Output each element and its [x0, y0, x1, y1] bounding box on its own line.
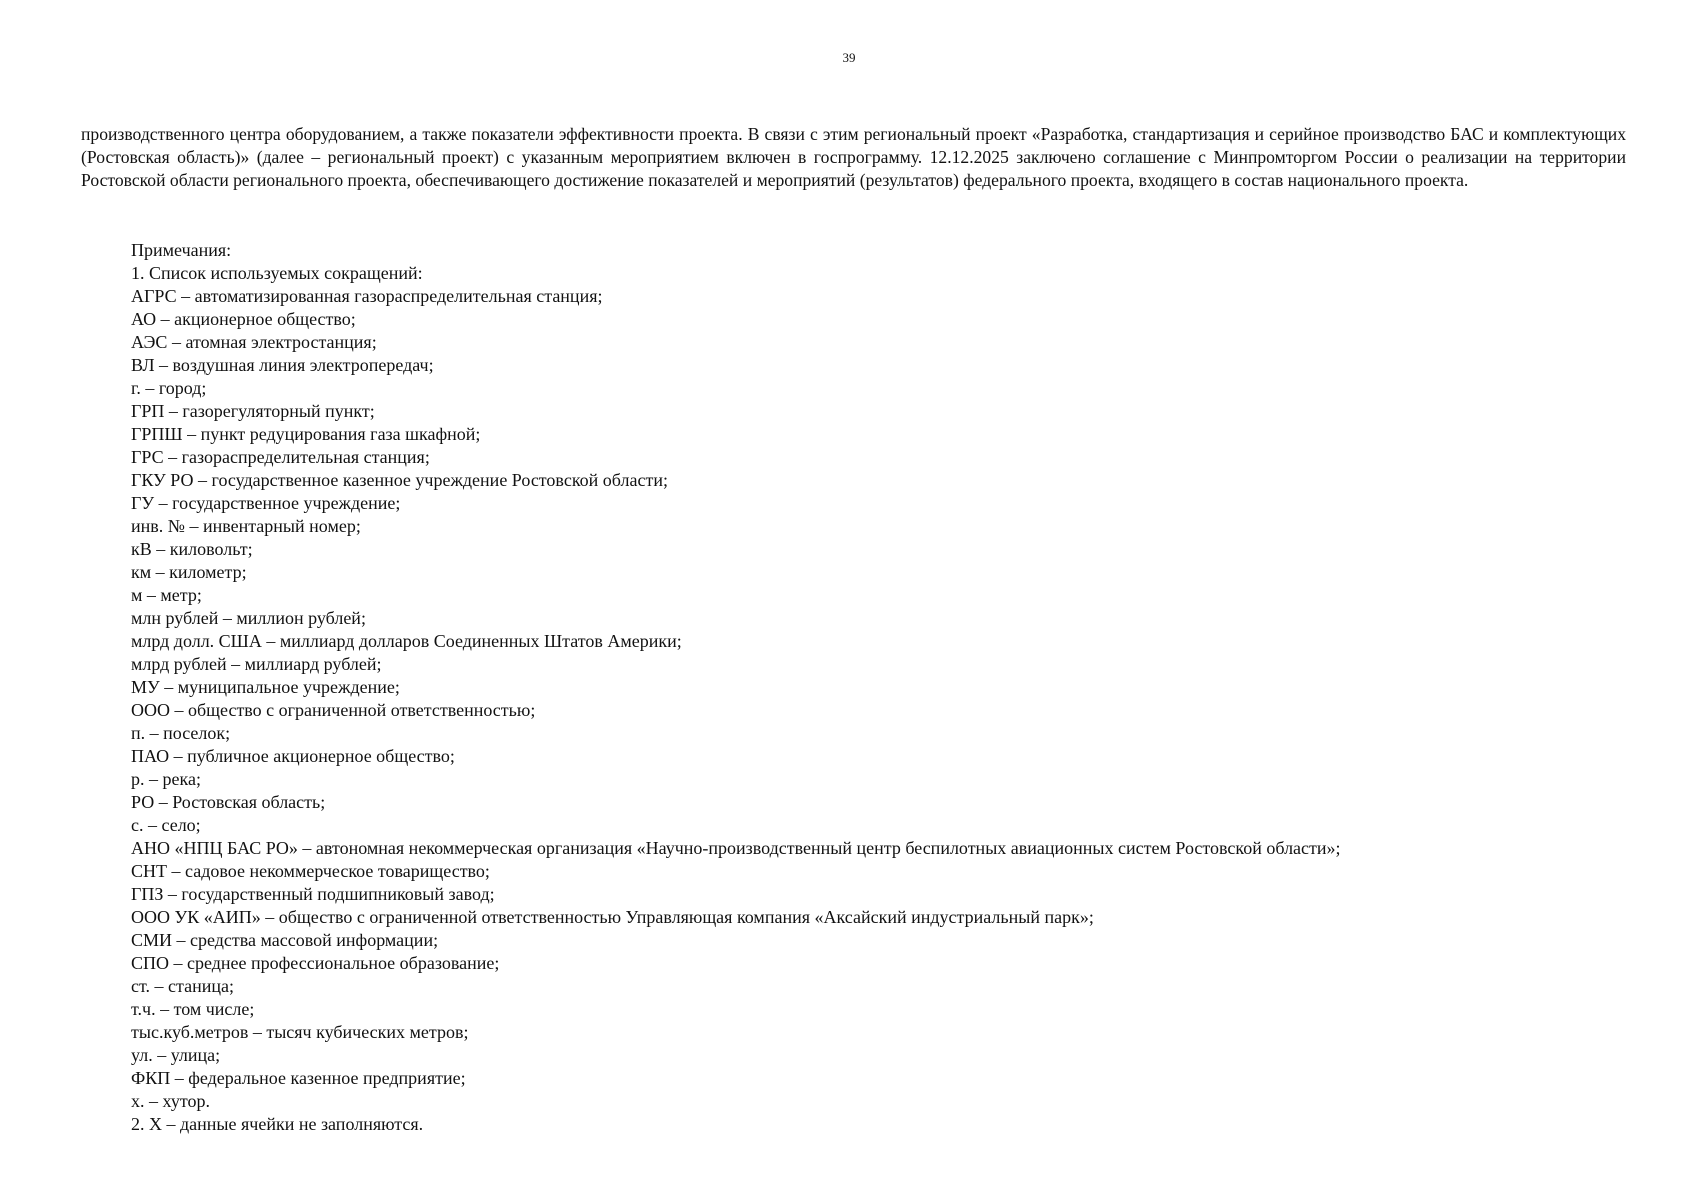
- abbreviation-item: ООО УК «АИП» – общество с ограниченной ответственностью Управляющая компания «Аксайский индустриальный парк»;: [131, 907, 1094, 927]
- abbreviation-item: млрд рублей – миллиард рублей;: [131, 654, 382, 674]
- abbreviation-item: ГКУ РО – государственное казенное учреждение Ростовской области;: [131, 470, 668, 490]
- abbreviation-item: ВЛ – воздушная линия электропередач;: [131, 355, 434, 375]
- abbreviation-item: ФКП – федеральное казенное предприятие;: [131, 1068, 466, 1088]
- abbreviations-list: [131, 285, 1631, 1113]
- notes-heading: Примечания:: [131, 240, 232, 260]
- notes-section: [131, 239, 1631, 1136]
- abbreviation-item: АЭС – атомная электростанция;: [131, 332, 377, 352]
- abbreviation-item: СМИ – средства массовой информации;: [131, 930, 439, 950]
- abbreviation-item: СПО – среднее профессиональное образование;: [131, 953, 500, 973]
- abbreviation-item: ГРП – газорегуляторный пункт;: [131, 401, 375, 421]
- abbreviation-item: АО – акционерное общество;: [131, 309, 356, 329]
- abbreviation-item: ПАО – публичное акционерное общество;: [131, 746, 455, 766]
- abbreviation-item: т.ч. – том числе;: [131, 999, 255, 1019]
- page-number: 39: [842, 50, 856, 65]
- abbreviations-list-heading: 1. Список используемых сокращений:: [131, 263, 423, 283]
- abbreviation-item: ул. – улица;: [131, 1045, 221, 1065]
- abbreviation-item: ООО – общество с ограниченной ответственностью;: [131, 700, 536, 720]
- abbreviation-item: кВ – киловольт;: [131, 539, 253, 559]
- abbreviation-item: СНТ – садовое некоммерческое товарищество;: [131, 861, 490, 881]
- abbreviation-item: инв. № – инвентарный номер;: [131, 516, 361, 536]
- abbreviation-item: ст. – станица;: [131, 976, 234, 996]
- abbreviation-item: МУ – муниципальное учреждение;: [131, 677, 400, 697]
- abbreviation-item: км – километр;: [131, 562, 247, 582]
- abbreviation-item: п. – поселок;: [131, 723, 231, 743]
- abbreviation-item: ГУ – государственное учреждение;: [131, 493, 401, 513]
- abbreviation-item: ГПЗ – государственный подшипниковый завод;: [131, 884, 495, 904]
- abbreviation-item: РО – Ростовская область;: [131, 792, 326, 812]
- abbreviation-item: АНО «НПЦ БАС РО» – автономная некоммерческая организация «Научно-производственный центр беспилотных авиационных систем Ростовской области»;: [131, 838, 1341, 858]
- abbreviation-item: ГРС – газораспределительная станция;: [131, 447, 430, 467]
- abbreviation-item: АГРС – автоматизированная газораспределительная станция;: [131, 286, 603, 306]
- abbreviation-item: ГРПШ – пункт редуцирования газа шкафной;: [131, 424, 481, 444]
- abbreviation-item: млрд долл. США – миллиард долларов Соединенных Штатов Америки;: [131, 631, 682, 651]
- abbreviation-item: с. – село;: [131, 815, 201, 835]
- intro-paragraph: производственного центра оборудованием, а также показатели эффективности проекта. В связи с этим региональный проект «Разработка, стандартизация и серийное производство БАС и комплектующих (Ростовская область)» (далее – региональный проект) с указанным мероприятием включен в госпрограмму. 12.12.2025 заключено соглашение с Минпромторгом России о реализации на территории Ростовской области регионального проекта, обеспечивающего достижение показателей и мероприятий (результатов) федерального проекта, входящего в состав национального проекта.: [81, 124, 1626, 190]
- abbreviation-item: р. – река;: [131, 769, 201, 789]
- abbreviation-item: х. – хутор.: [131, 1091, 210, 1111]
- abbreviation-item: млн рублей – миллион рублей;: [131, 608, 366, 628]
- note-2: 2. Х – данные ячейки не заполняются.: [131, 1114, 424, 1134]
- abbreviation-item: м – метр;: [131, 585, 202, 605]
- abbreviation-item: г. – город;: [131, 378, 207, 398]
- abbreviation-item: тыс.куб.метров – тысяч кубических метров;: [131, 1022, 469, 1042]
